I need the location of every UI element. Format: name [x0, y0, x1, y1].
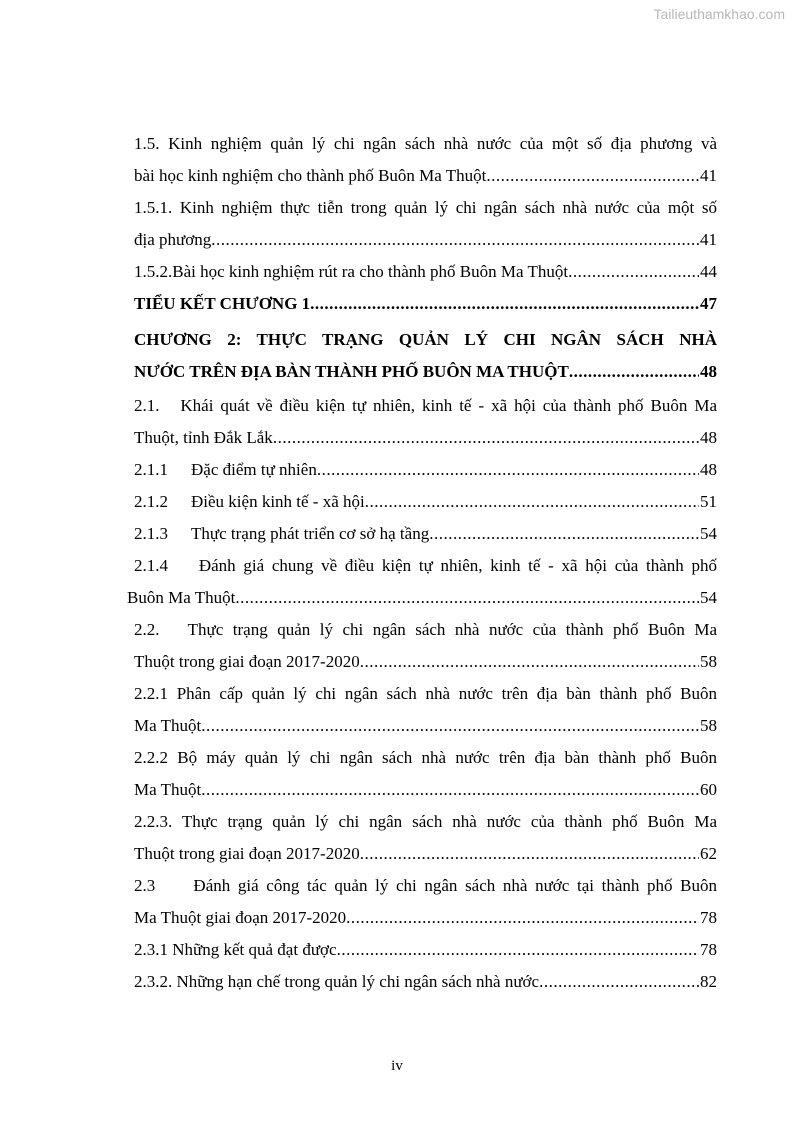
- page-number: iv: [391, 1058, 403, 1074]
- toc-entry-2-1[interactable]: [134, 422, 717, 454]
- toc-entry-2-3-line1: 2.3 Đánh giá công tác quản lý chi ngân sách nhà nước tại thành phố Buôn: [134, 876, 717, 895]
- toc-entry-1-5-1[interactable]: [134, 224, 717, 256]
- toc-entry-1-5[interactable]: [134, 160, 717, 192]
- toc-entry-text: Đặc điểm tự nhiên: [191, 460, 317, 479]
- watermark: Tailieuthamkhao.com: [653, 6, 785, 22]
- toc-entry-text: Thuột, tỉnh Đắk Lắk: [134, 428, 273, 447]
- toc-page-number: 41: [700, 166, 717, 185]
- toc-page-number: 51: [700, 492, 717, 511]
- toc-entry-text: bài học kinh nghiệm cho thành phố Buôn Ma Thuột: [134, 166, 487, 185]
- toc-entry-text: TIỂU KẾT CHƯƠNG 1: [134, 294, 311, 313]
- toc-entry-2-2-1[interactable]: [134, 710, 717, 742]
- toc-entry-2-3-2[interactable]: [134, 966, 717, 998]
- toc-entry-text: 1.5.2.Bài học kinh nghiệm rút ra cho thành phố Buôn Ma Thuột: [134, 262, 569, 281]
- toc-entry-chapter-1-summary[interactable]: [134, 288, 717, 320]
- toc-entry-number: 2.1.1: [134, 460, 168, 479]
- toc-entry-2-1-2[interactable]: [134, 486, 717, 518]
- toc-entry-text: Thuột trong giai đoạn 2017-2020: [134, 652, 360, 671]
- toc-entry-number: 2.1.2: [134, 492, 168, 511]
- toc-entry-2-1-4[interactable]: [127, 582, 717, 614]
- toc-entry-2-2[interactable]: [134, 646, 717, 678]
- toc-entry-2-2-1-line1: 2.2.1 Phân cấp quản lý chi ngân sách nhà nước trên địa bàn thành phố Buôn: [134, 684, 717, 703]
- toc-page-number: 54: [700, 588, 717, 607]
- toc-page-number: 82: [700, 972, 717, 991]
- toc-entry-text: 2.3.2. Những hạn chế trong quản lý chi ngân sách nhà nước: [134, 972, 540, 991]
- toc-entry-2-2-line1: 2.2. Thực trạng quản lý chi ngân sách nhà nước của thành phố Buôn Ma: [134, 620, 717, 639]
- toc-entry-text: Ma Thuột: [134, 716, 202, 735]
- toc-page-number: 58: [700, 716, 717, 735]
- toc-page-number: 41: [700, 230, 717, 249]
- toc-chapter-2-line1: CHƯƠNG 2: THỰC TRẠNG QUẢN LÝ CHI NGÂN SÁCH NHÀ: [134, 330, 717, 349]
- toc-entry-1-5-2[interactable]: [134, 256, 717, 288]
- toc-entry-2-2-2[interactable]: [134, 774, 717, 806]
- toc-entry-text: Thuột trong giai đoạn 2017-2020: [134, 844, 360, 863]
- toc-entry-text: NƯỚC TRÊN ĐỊA BÀN THÀNH PHỐ BUÔN MA THUỘT: [134, 362, 569, 381]
- toc-page-number: 48: [700, 428, 717, 447]
- toc-page-number: 62: [700, 844, 717, 863]
- toc-entry-2-2-2-line1: 2.2.2 Bộ máy quản lý chi ngân sách nhà nước trên địa bàn thành phố Buôn: [134, 748, 717, 767]
- toc-entry-text: Buôn Ma Thuột: [127, 588, 236, 607]
- toc-entry-text: Ma Thuột: [134, 780, 202, 799]
- toc-entry-2-1-line1: 2.1. Khái quát về điều kiện tự nhiên, kinh tế - xã hội của thành phố Buôn Ma: [134, 396, 717, 415]
- toc-page-number: 58: [700, 652, 717, 671]
- toc-entry-text: địa phương: [134, 230, 212, 249]
- toc-entry-2-2-3[interactable]: [134, 838, 717, 870]
- toc-entry-2-1-4-line1: 2.1.4 Đánh giá chung về điều kiện tự nhiên, kinh tế - xã hội của thành phố: [134, 556, 717, 575]
- toc-entry-1-5-1-line1: 1.5.1. Kinh nghiệm thực tiễn trong quản lý chi ngân sách nhà nước của một số: [134, 198, 717, 217]
- toc-entry-2-3-1[interactable]: [134, 934, 717, 966]
- toc-entry-2-2-3-line1: 2.2.3. Thực trạng quản lý chi ngân sách nhà nước của thành phố Buôn Ma: [134, 812, 717, 831]
- toc-entry-text: 2.3.1 Những kết quả đạt được: [134, 940, 337, 959]
- toc-entry-2-3[interactable]: [134, 902, 717, 934]
- toc-entry-2-1-1[interactable]: [134, 454, 717, 486]
- toc-entry-number: 2.1.3: [134, 524, 168, 543]
- toc-entry-text: Thực trạng phát triển cơ sở hạ tầng: [191, 524, 430, 543]
- toc-page-number: 44: [700, 262, 717, 281]
- toc-chapter-2[interactable]: [134, 356, 717, 388]
- toc-page-number: 47: [700, 294, 717, 313]
- toc-page-number: 78: [700, 908, 717, 927]
- toc-entry-text: Ma Thuột giai đoạn 2017-2020: [134, 908, 347, 927]
- toc-page-number: 48: [700, 460, 717, 479]
- toc-page-number: 48: [700, 362, 717, 381]
- toc-page-number: 60: [700, 780, 717, 799]
- toc-page-number: 54: [700, 524, 717, 543]
- toc-page-number: 78: [700, 940, 717, 959]
- toc-entry-text: Điều kiện kinh tế - xã hội: [191, 492, 365, 511]
- toc-entry-1-5-line1: 1.5. Kinh nghiệm quản lý chi ngân sách nhà nước của một số địa phương và: [134, 134, 717, 153]
- toc-entry-2-1-3[interactable]: [134, 518, 717, 550]
